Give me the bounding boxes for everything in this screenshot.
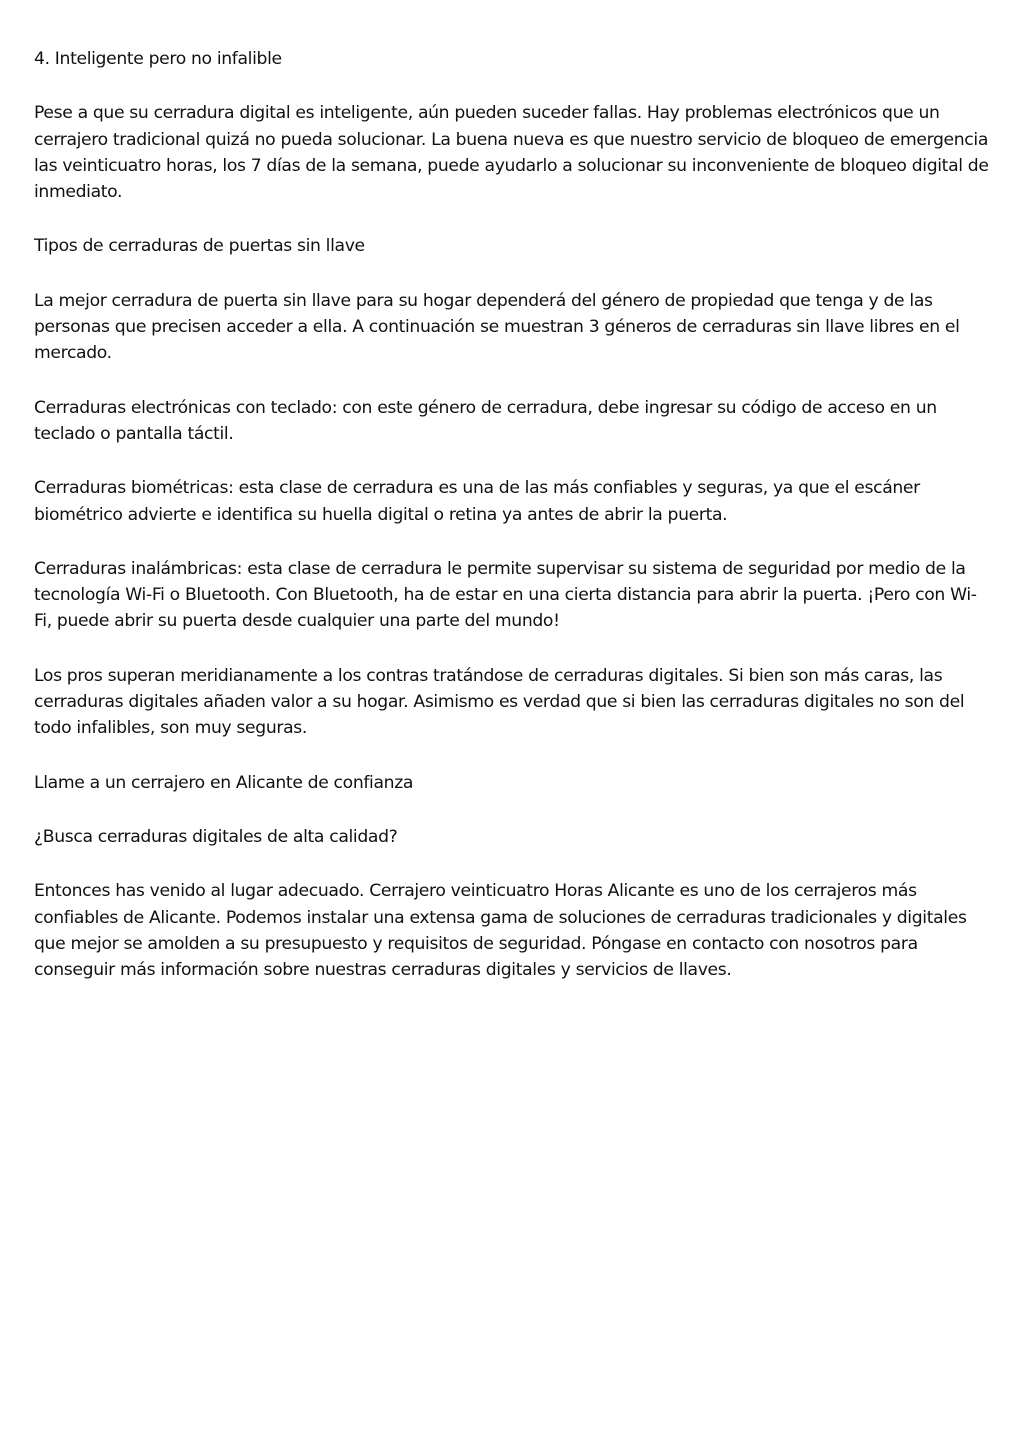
section-heading: 4. Inteligente pero no infalible — [34, 49, 282, 69]
section-heading: Tipos de cerraduras de puertas sin llave — [34, 236, 365, 257]
paragraph: Cerraduras biométricas: esta clase de cerradura es una de las más confiables y seguras, ya que el escáner biométrico advierte e identifica su huella digital o retina ya antes de abrir la puerta. — [34, 478, 920, 525]
document-body — [34, 46, 994, 1011]
section-heading: ¿Busca cerraduras digitales de alta calidad? — [34, 826, 398, 847]
paragraph: Los pros superan meridianamente a los contras tratándose de cerraduras digitales. Si bien son más caras, las cerraduras digitales añaden valor a su hogar. Asimismo es verdad que si bien las cerraduras digitales no son del todo infalibles, son muy seguras. — [34, 665, 965, 739]
paragraph: Cerraduras inalámbricas: esta clase de cerradura le permite supervisar su sistema de seguridad por medio de la tecnología Wi-Fi o Bluetooth. Con Bluetooth, ha de estar en una cierta distancia para abrir la puerta. ¡Pero con Wi-Fi, puede abrir su puerta desde cualquier una parte del mundo! — [34, 558, 977, 632]
paragraph: Entonces has venido al lugar adecuado. Cerrajero veinticuatro Horas Alicante es uno de los cerrajeros más confiables de Alicante. Podemos instalar una extensa gama de soluciones de cerraduras tradicionales y digitales que mejor se amolden a su presupuesto y requisitos de seguridad. Póngase en contacto con nosotros para conseguir más información sobre nuestras cerraduras digitales y servicios de llaves. — [34, 881, 967, 981]
paragraph: La mejor cerradura de puerta sin llave para su hogar dependerá del género de propiedad que tenga y de las personas que precisen acceder a ella. A continuación se muestran 3 géneros de cerraduras sin llave libres en el mercado. — [34, 290, 960, 364]
paragraph: Pese a que su cerradura digital es inteligente, aún pueden suceder fallas. Hay problemas electrónicos que un cerrajero tradicional quizá no pueda solucionar. La buena nueva es que nuestro servicio de bloqueo de emergencia las veinticuatro horas, los 7 días de la semana, puede ayudarlo a solucionar su inconveniente de bloqueo digital de inmediato. — [34, 103, 989, 203]
paragraph: Cerraduras electrónicas con teclado: con este género de cerradura, debe ingresar su código de acceso en un teclado o pantalla táctil. — [34, 397, 937, 444]
section-heading: Llame a un cerrajero en Alicante de confianza — [34, 772, 414, 793]
